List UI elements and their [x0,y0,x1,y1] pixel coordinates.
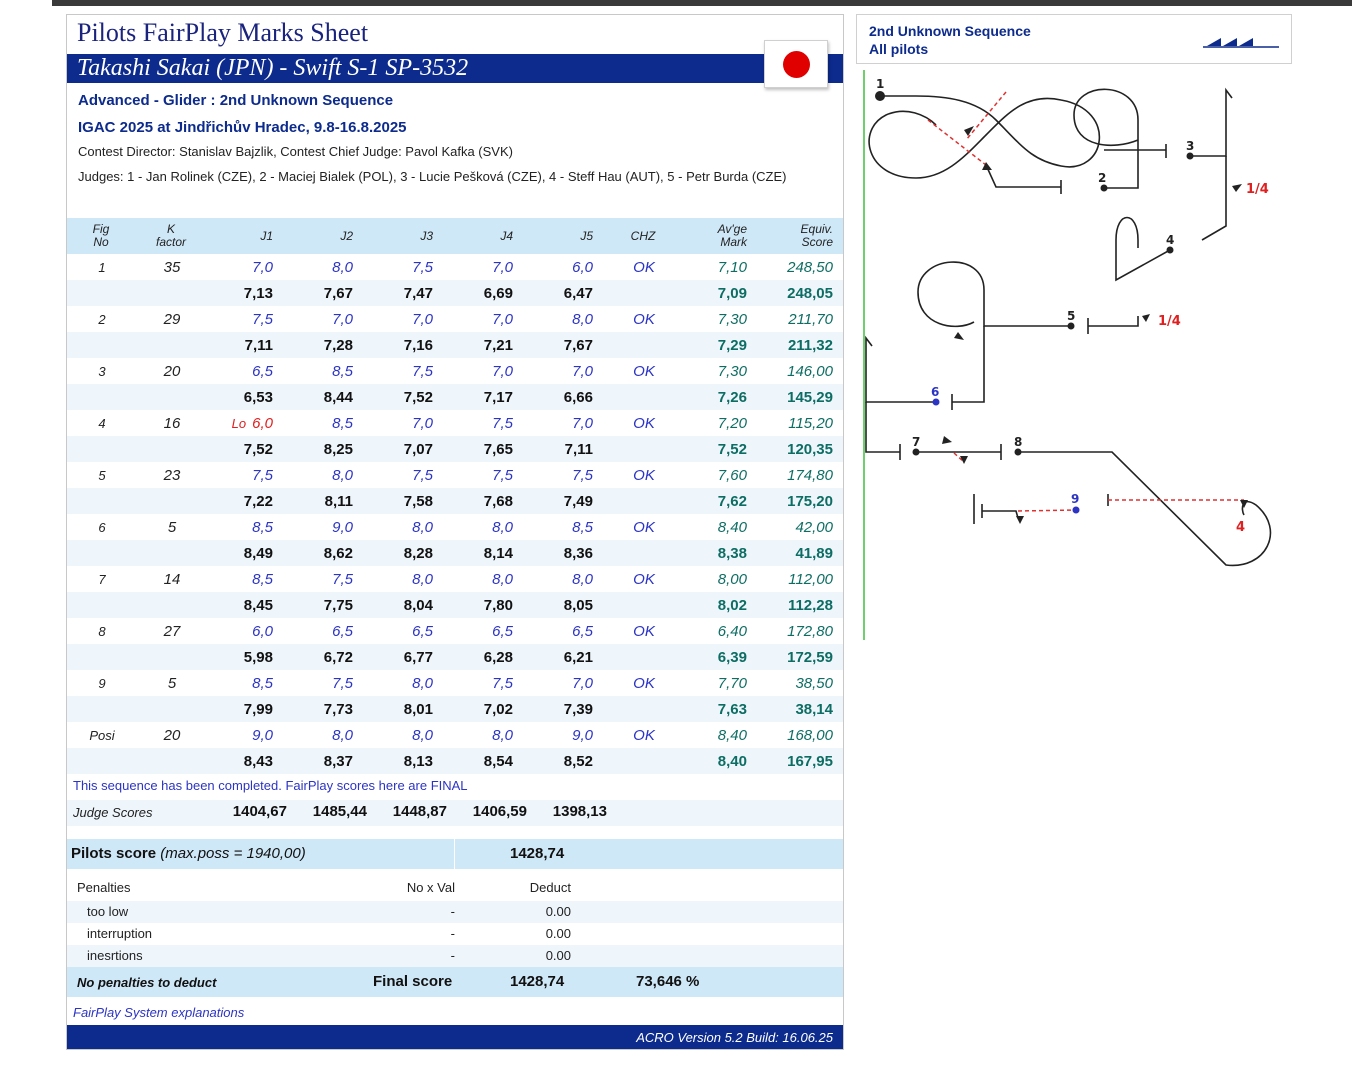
fig-no: Posi [67,722,137,748]
roll-label: 1/4 [1246,182,1269,197]
fp-j3: 7,58 [367,488,447,514]
fig-no: 5 [67,462,137,488]
mark-j3: 7,5 [367,254,447,280]
equiv-score: 146,00 [757,358,843,384]
col-j5: J5 [527,218,607,254]
fairplay-row [67,384,843,410]
avg-mark: 7,20 [681,410,757,436]
mark-j2: 7,5 [287,566,367,592]
mark-j1: 9,0 [207,722,287,748]
judge-score-j5: 1398,13 [552,803,607,820]
figure-marker [1167,247,1174,254]
fp-avg: 8,38 [681,540,757,566]
fp-j1: 8,43 [207,748,287,774]
mark-j5: 6,0 [527,254,607,280]
aircraft-formation-icon [1203,33,1283,49]
judge-score-j4: 1406,59 [472,803,527,820]
chz: OK [607,306,681,332]
low-flag: Lo [231,415,247,431]
mark-j4: 7,5 [447,462,527,488]
fp-j4: 7,65 [447,436,527,462]
mark-j1-low: Lo 6,0 [207,410,287,436]
fp-j5: 8,05 [527,592,607,618]
judge-score-j1: 1404,67 [232,803,287,820]
fp-j1: 7,52 [207,436,287,462]
judge-score-j2: 1485,44 [312,803,367,820]
col-chz: CHZ [607,218,681,254]
arrow-icon [1240,500,1248,508]
fp-j1: 7,99 [207,696,287,722]
arrow-icon [954,332,964,340]
mark-j1: 8,5 [207,670,287,696]
sequence-title: 2nd Unknown Sequence [869,23,1031,39]
fp-j5: 8,36 [527,540,607,566]
arrow-icon [1142,314,1150,322]
equiv-score: 211,70 [757,306,843,332]
fp-j1: 6,53 [207,384,287,410]
equiv-score: 42,00 [757,514,843,540]
fp-score: 211,32 [757,332,843,358]
figure-marker [1015,449,1022,456]
penalties-col-nxv: No x Val [406,880,455,895]
figure-7-path [866,402,900,452]
equiv-score: 168,00 [757,722,843,748]
mark-j3: 8,0 [367,722,447,748]
fp-score: 120,35 [757,436,843,462]
category-line: Advanced - Glider : 2nd Unknown Sequence [78,92,394,109]
table-row [67,670,843,696]
fp-avg: 8,02 [681,592,757,618]
table-row [67,722,843,748]
penalty-row [67,945,843,967]
dashed-line [966,92,1006,140]
fp-j4: 8,14 [447,540,527,566]
figure-5-exit [1088,316,1138,326]
fig-no: 1 [67,254,137,280]
table-row [67,618,843,644]
fp-j5: 7,67 [527,332,607,358]
fp-j3: 7,52 [367,384,447,410]
fp-j1: 7,11 [207,332,287,358]
k-factor: 27 [137,618,207,644]
table-row [67,514,843,540]
fp-avg: 8,40 [681,748,757,774]
figure-marker [1101,185,1108,192]
fp-j1: 7,22 [207,488,287,514]
mark-j4: 8,0 [447,514,527,540]
judge-score-j3: 1448,87 [392,803,447,820]
mark-j2: 8,5 [287,358,367,384]
fp-j2: 7,73 [287,696,367,722]
roll-label: 4 [1236,520,1246,535]
fig-no: 7 [67,566,137,592]
penalty-nxv: - [450,904,455,919]
mark-j1: 6,5 [207,358,287,384]
contest-line: IGAC 2025 at Jindřichův Hradec, 9.8-16.8.2025 [78,119,407,136]
col-j3: J3 [367,218,447,254]
fig-no: 3 [67,358,137,384]
mark-j5: 7,0 [527,358,607,384]
figure-label: 3 [1186,139,1195,153]
director-line: Contest Director: Stanislav Bajzlik, Contest Chief Judge: Pavol Kafka (SVK) [78,144,513,159]
fp-j3: 7,16 [367,332,447,358]
chz: OK [607,722,681,748]
mark-j2: 8,0 [287,462,367,488]
top-dark-strip [52,0,1352,6]
version-footer [67,1025,843,1049]
mark-j1: 7,0 [207,254,287,280]
fp-j5: 6,66 [527,384,607,410]
sheet-title: Pilots FairPlay Marks Sheet [77,18,369,47]
fairplay-row [67,748,843,774]
final-score-row [67,967,843,997]
mark-j1: 8,5 [207,514,287,540]
penalty-nxv: - [450,926,455,941]
mark-j2: 9,0 [287,514,367,540]
figure-label: 8 [1014,435,1023,449]
mark-j1: 6,0 [207,618,287,644]
marks-sheet [66,14,844,1050]
fairplay-row [67,332,843,358]
figure-marker-blue [933,399,940,406]
equiv-score: 172,80 [757,618,843,644]
mark-j2: 6,5 [287,618,367,644]
col-avg: Av'ge Mark [681,218,757,254]
fp-j4: 8,54 [447,748,527,774]
penalty-row [67,901,843,923]
table-row [67,254,843,280]
penalty-deduct: 0.00 [545,948,571,963]
fp-j5: 7,11 [527,436,607,462]
avg-mark: 7,10 [681,254,757,280]
sequence-subtitle: All pilots [869,41,929,57]
penalty-deduct: 0.00 [545,904,571,919]
table-row [67,306,843,332]
mark-j4: 8,0 [447,722,527,748]
figure-label: 5 [1067,309,1076,323]
figure-marker-blue [1073,507,1080,514]
mark-j4: 6,5 [447,618,527,644]
sequence-header [856,14,1292,64]
penalty-name: too low [87,904,129,919]
figure-label: 9 [1071,492,1080,506]
figure-label: 6 [931,385,940,399]
fp-score: 175,20 [757,488,843,514]
fp-j5: 6,47 [527,280,607,306]
fp-j3: 8,01 [367,696,447,722]
fp-avg: 6,39 [681,644,757,670]
fp-avg: 7,29 [681,332,757,358]
figure-1-exit [986,165,1061,187]
marks-table [67,218,843,774]
fp-score: 172,59 [757,644,843,670]
mark-j4: 7,0 [447,254,527,280]
k-factor: 20 [137,358,207,384]
fairplay-row [67,436,843,462]
fp-j2: 8,25 [287,436,367,462]
mark-j5: 8,0 [527,306,607,332]
k-factor: 5 [137,514,207,540]
fp-j3: 8,28 [367,540,447,566]
fp-score: 41,89 [757,540,843,566]
figure-label: 1 [876,77,885,91]
fp-score: 248,05 [757,280,843,306]
penalty-nxv: - [450,948,455,963]
penalties-label: Penalties [77,880,131,895]
chz: OK [607,514,681,540]
fp-j3: 6,77 [367,644,447,670]
dashed-line [1018,510,1076,511]
arrow-icon [964,126,974,136]
mark-j5: 8,5 [527,514,607,540]
penalties-col-deduct: Deduct [529,880,571,895]
mark-j3: 7,5 [367,462,447,488]
fp-j2: 8,44 [287,384,367,410]
mark-j4: 8,0 [447,566,527,592]
k-factor: 29 [137,306,207,332]
figure-label: 4 [1166,233,1175,247]
fp-j3: 8,04 [367,592,447,618]
fp-j3: 8,13 [367,748,447,774]
arrow-icon [1232,184,1242,192]
flag-disc [783,51,810,78]
figure-8-path [1018,452,1270,565]
chz: OK [607,410,681,436]
k-factor: 23 [137,462,207,488]
fig-no: 8 [67,618,137,644]
fp-avg: 7,63 [681,696,757,722]
avg-mark: 7,30 [681,306,757,332]
penalty-deduct: 0.00 [545,926,571,941]
mark-j3: 7,5 [367,358,447,384]
arrow-icon [1016,516,1024,524]
fp-j5: 7,49 [527,488,607,514]
table-header [67,218,843,254]
pilots-score-value: 1428,74 [510,845,565,862]
figure-marker [913,449,920,456]
marks-body [67,254,843,774]
fp-j2: 8,11 [287,488,367,514]
mark-j5: 8,0 [527,566,607,592]
fp-avg: 7,26 [681,384,757,410]
k-factor: 16 [137,410,207,436]
mark-j2: 8,0 [287,722,367,748]
table-row [67,358,843,384]
fp-j2: 8,37 [287,748,367,774]
mark-j2: 7,0 [287,306,367,332]
equiv-score: 112,00 [757,566,843,592]
divider [454,839,455,869]
figure-3-path [1190,90,1232,156]
no-penalties-label: No penalties to deduct [77,975,217,990]
penalty-name: inesrtions [87,948,143,963]
fp-j3: 7,47 [367,280,447,306]
fairplay-row [67,592,843,618]
figure-marker [1068,323,1075,330]
fp-j4: 6,28 [447,644,527,670]
figure-4-path [1116,218,1170,281]
figure-6-entry [866,338,936,402]
japan-flag-icon [764,40,828,88]
final-score-label: Final score [373,973,453,990]
mark-j1: 7,5 [207,462,287,488]
fp-avg: 7,62 [681,488,757,514]
fp-score: 38,14 [757,696,843,722]
fp-j2: 7,28 [287,332,367,358]
chz: OK [607,566,681,592]
fp-j3: 7,07 [367,436,447,462]
fp-score: 145,29 [757,384,843,410]
fp-j4: 7,68 [447,488,527,514]
figure-5-path [918,262,1071,326]
penalties-header [67,875,843,901]
penalty-name: interruption [87,926,153,941]
penalty-row [67,923,843,945]
col-j2: J2 [287,218,367,254]
pilot-name: Takashi Sakai (JPN) - Swift S-1 SP-3532 [77,55,469,81]
mark-j3: 6,5 [367,618,447,644]
equiv-score: 115,20 [757,410,843,436]
mark-j4: 7,0 [447,358,527,384]
table-row [67,410,843,436]
figure-marker [1187,153,1194,160]
col-fig: Fig No [67,218,137,254]
mark-j1: 8,5 [207,566,287,592]
fairplay-row [67,488,843,514]
chz: OK [607,462,681,488]
judge-scores-row [67,800,843,826]
col-j4: J4 [447,218,527,254]
equiv-score: 174,80 [757,462,843,488]
fp-j2: 7,67 [287,280,367,306]
chz: OK [607,254,681,280]
pilot-bar [67,54,843,83]
fp-j1: 8,45 [207,592,287,618]
sequence-diagram [856,70,1286,650]
mark-j3: 7,0 [367,410,447,436]
equiv-score: 38,50 [757,670,843,696]
mark-j4: 7,0 [447,306,527,332]
fp-j2: 8,62 [287,540,367,566]
fp-j4: 7,80 [447,592,527,618]
fairplay-row [67,280,843,306]
figure-9-path [982,504,1018,518]
fig-no: 9 [67,670,137,696]
mark-j2: 7,5 [287,670,367,696]
start-marker [875,91,885,101]
fp-j1: 8,49 [207,540,287,566]
fig-no: 2 [67,306,137,332]
fp-j4: 7,21 [447,332,527,358]
avg-mark: 7,30 [681,358,757,384]
fairplay-row [67,696,843,722]
fp-avg: 7,52 [681,436,757,462]
arrow-icon [942,436,952,444]
fairplay-explanations-link[interactable]: FairPlay System explanations [73,1005,245,1020]
avg-mark: 6,40 [681,618,757,644]
fairplay-row [67,540,843,566]
mark-j5: 7,0 [527,410,607,436]
avg-mark: 8,00 [681,566,757,592]
pilots-score-row [67,839,843,869]
fp-avg: 7,09 [681,280,757,306]
fp-score: 112,28 [757,592,843,618]
version-text: ACRO Version 5.2 Build: 16.06.25 [636,1030,833,1045]
chz: OK [607,618,681,644]
mark-j1: 7,5 [207,306,287,332]
figure-label: 7 [912,435,921,449]
mark-j5: 9,0 [527,722,607,748]
mark-j2: 8,5 [287,410,367,436]
mark-j2: 8,0 [287,254,367,280]
final-note: This sequence has been completed. FairPlay scores here are FINAL [73,778,468,793]
mark-j4: 7,5 [447,670,527,696]
avg-mark: 7,60 [681,462,757,488]
judge-scores-label: Judge Scores [73,805,153,820]
mark-j3: 8,0 [367,670,447,696]
fp-j2: 7,75 [287,592,367,618]
chz: OK [607,358,681,384]
fp-j1: 7,13 [207,280,287,306]
fairplay-row [67,644,843,670]
final-score-percent: 73,646 % [636,973,700,990]
mark-j3: 8,0 [367,566,447,592]
fig-no: 4 [67,410,137,436]
judges-line: Judges: 1 - Jan Rolinek (CZE), 2 - Maciej Bialek (POL), 3 - Lucie Pešková (CZE), 4 - Steff Hau (AUT), 5 - Petr Burda (CZE) [78,169,787,184]
col-j1: J1 [207,218,287,254]
fp-j5: 7,39 [527,696,607,722]
col-equiv: Equiv. Score [757,218,843,254]
fp-j5: 6,21 [527,644,607,670]
fp-j2: 6,72 [287,644,367,670]
col-k: K factor [137,218,207,254]
figure-label: 2 [1098,171,1107,185]
fp-j4: 7,17 [447,384,527,410]
table-row [67,462,843,488]
fp-j1: 5,98 [207,644,287,670]
table-row [67,566,843,592]
fp-j4: 6,69 [447,280,527,306]
equiv-score: 248,50 [757,254,843,280]
mark-j4: 7,5 [447,410,527,436]
final-score-value: 1428,74 [510,973,565,990]
figure-3-down [1202,156,1226,240]
k-factor: 35 [137,254,207,280]
mark-j3: 7,0 [367,306,447,332]
mark-j5: 7,0 [527,670,607,696]
pilots-score-label: Pilots score (max.poss = 1940,00) [71,845,306,862]
k-factor: 20 [137,722,207,748]
fig-no: 6 [67,514,137,540]
fp-j4: 7,02 [447,696,527,722]
k-factor: 5 [137,670,207,696]
roll-label: 1/4 [1158,314,1181,329]
chz: OK [607,670,681,696]
mark-j3: 8,0 [367,514,447,540]
avg-mark: 8,40 [681,722,757,748]
avg-mark: 8,40 [681,514,757,540]
mark-j5: 7,5 [527,462,607,488]
avg-mark: 7,70 [681,670,757,696]
k-factor: 14 [137,566,207,592]
fp-j5: 8,52 [527,748,607,774]
mark-j5: 6,5 [527,618,607,644]
fp-score: 167,95 [757,748,843,774]
